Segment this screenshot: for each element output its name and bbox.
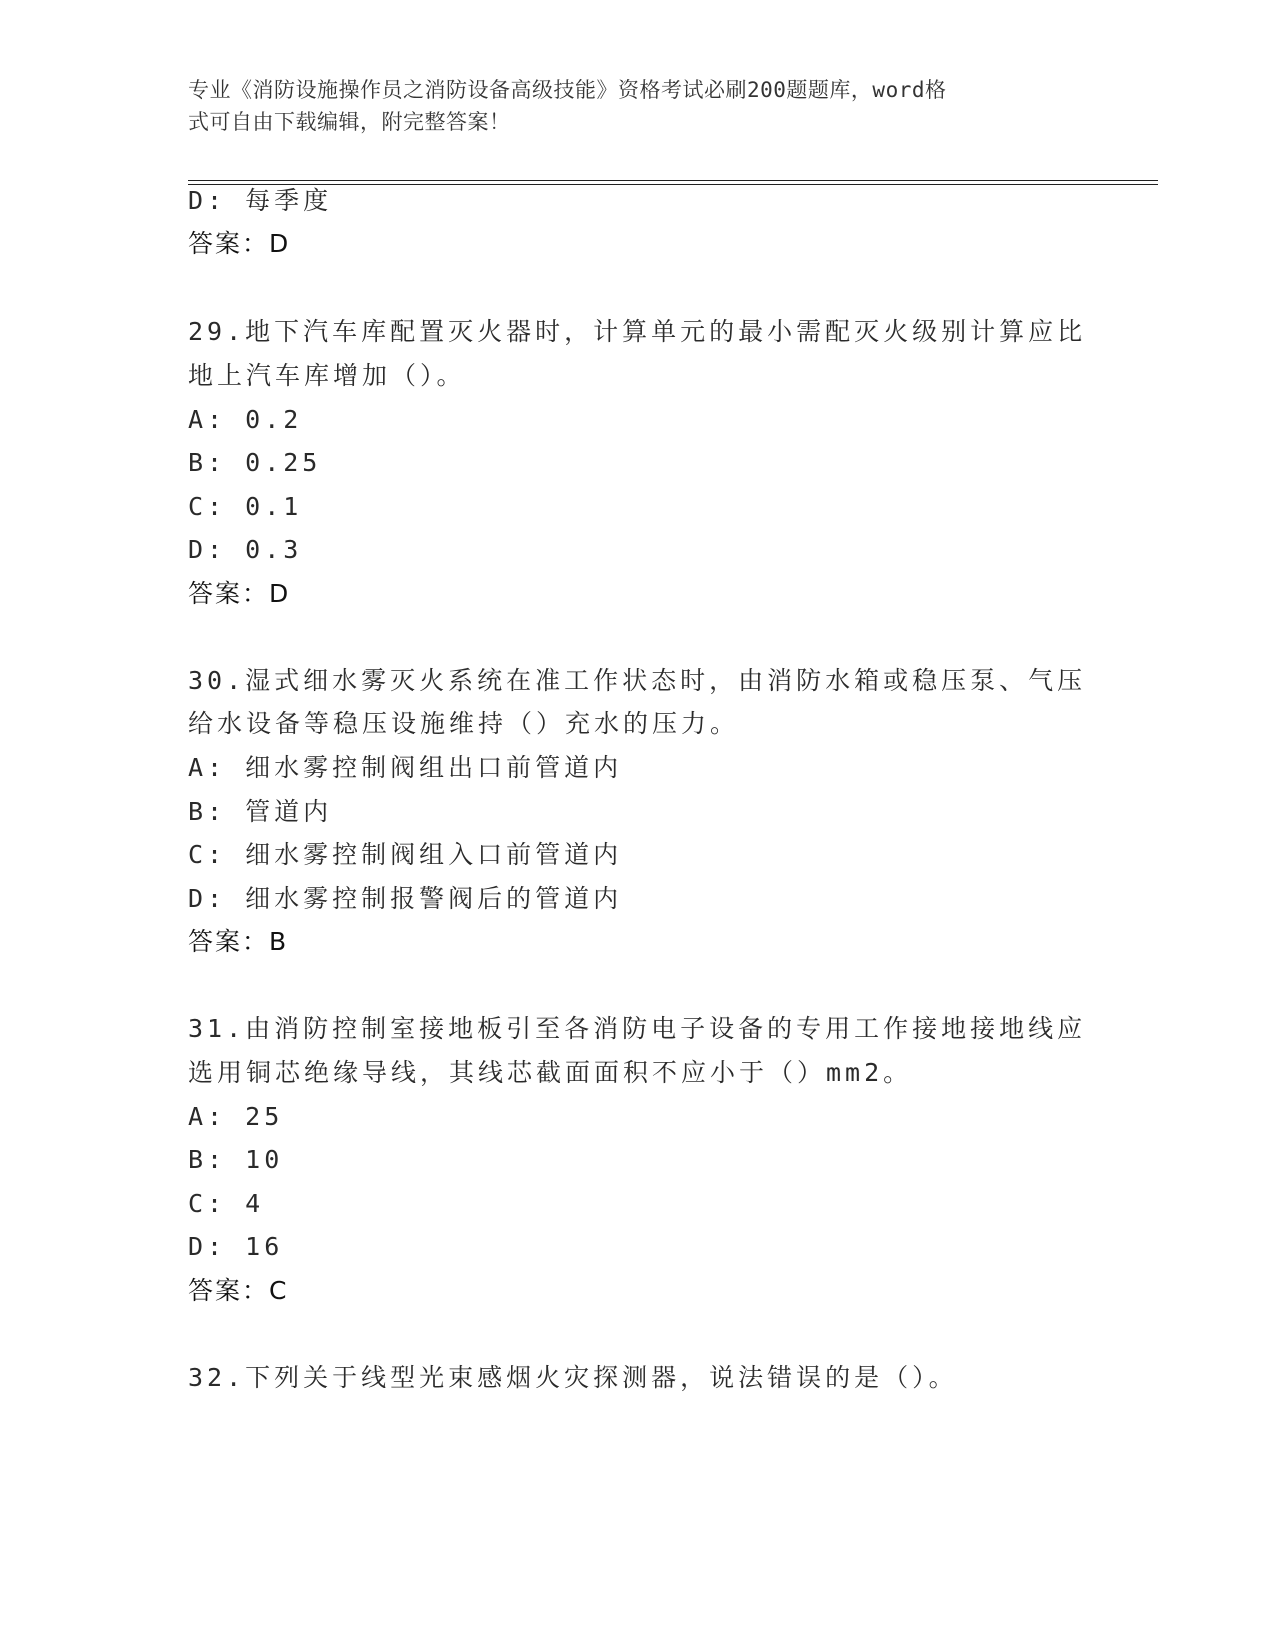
q30-option-b: B: 管道内 (188, 797, 333, 826)
q30-option-c: C: 细水雾控制阀组入口前管道内 (188, 840, 623, 869)
header-line-2: 式可自由下载编辑，附完整答案！ (188, 110, 511, 134)
q30-stem-line-1: 30.湿式细水雾灭火系统在准工作状态时，由消防水箱或稳压泵、气压 (188, 666, 1087, 695)
q30-option-a: A: 细水雾控制阀组出口前管道内 (188, 753, 623, 782)
q32-stem-line-1: 32.下列关于线型光束感烟火灾探测器，说法错误的是（）。 (188, 1363, 958, 1392)
prev-answer: 答案：D (188, 229, 291, 258)
q31-option-c: C: 4 (188, 1189, 265, 1218)
q29-option-a: A: 0.2 (188, 405, 303, 434)
q29-option-b: B: 0.25 (188, 448, 322, 477)
q30-option-d: D: 细水雾控制报警阀后的管道内 (188, 884, 623, 913)
q31-answer: 答案：C (188, 1276, 289, 1305)
document-header (188, 74, 1068, 138)
q29-option-d: D: 0.3 (188, 535, 303, 564)
q29-stem-line-1: 29.地下汽车库配置灭火器时，计算单元的最小需配灭火级别计算应比 (188, 317, 1087, 346)
q30-answer: 答案：B (188, 927, 289, 956)
prev-option-d: D: 每季度 (188, 186, 333, 215)
q29-option-c: C: 0.1 (188, 492, 303, 521)
header-divider (188, 180, 1158, 185)
q31-stem-line-2: 选用铜芯绝缘导线，其线芯截面面积不应小于（）mm2。 (188, 1058, 913, 1087)
q30-stem-line-2: 给水设备等稳压设施维持（）充水的压力。 (188, 709, 740, 738)
q31-option-a: A: 25 (188, 1102, 284, 1131)
q29-answer: 答案：D (188, 579, 291, 608)
q31-option-d: D: 16 (188, 1232, 284, 1261)
q31-option-b: B: 10 (188, 1145, 284, 1174)
q29-stem-line-2: 地上汽车库增加（）。 (188, 361, 466, 390)
header-line-1: 专业《消防设施操作员之消防设备高级技能》资格考试必刷200题题库，word格 (188, 78, 947, 102)
q31-stem-line-1: 31.由消防控制室接地板引至各消防电子设备的专用工作接地接地线应 (188, 1014, 1087, 1043)
